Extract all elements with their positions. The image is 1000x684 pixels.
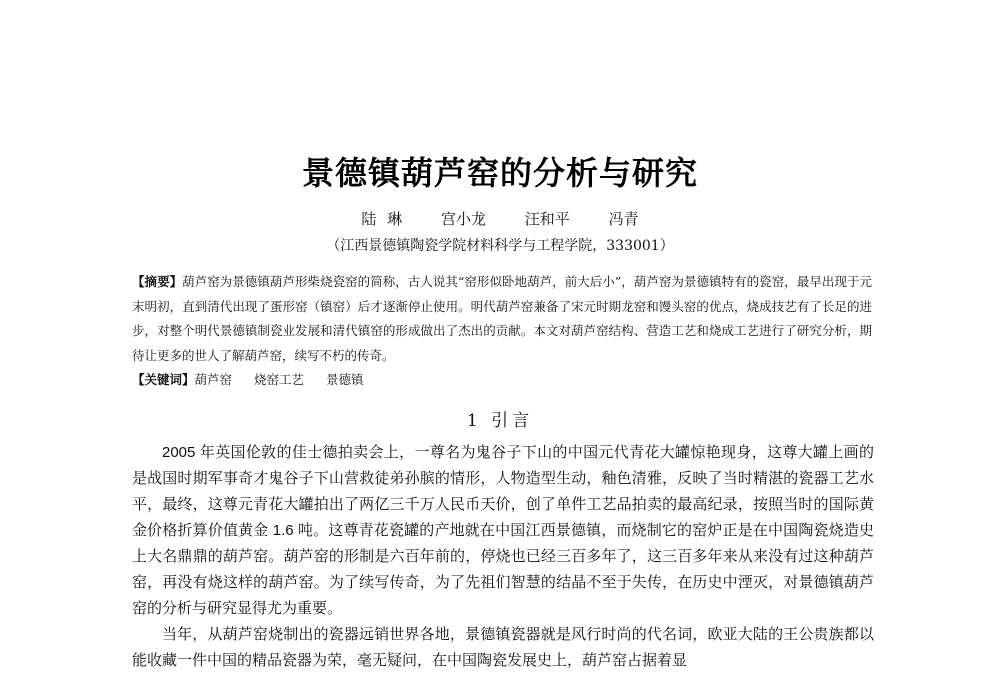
- author-name: 宫小龙: [440, 210, 486, 228]
- section-body: [132, 440, 874, 674]
- abstract-label: 【摘要】: [132, 274, 183, 289]
- abstract: [132, 270, 872, 368]
- keywords-label: 【关键词】: [132, 372, 195, 387]
- keyword: 烧窑工艺: [254, 372, 305, 387]
- keyword: 葫芦窑: [194, 372, 233, 387]
- author-name: 陆 琳: [361, 210, 403, 228]
- keyword: 景德镇: [326, 372, 364, 387]
- author-affiliation: （江西景德镇陶瓷学院材料科学与工程学院，333001）: [326, 238, 674, 254]
- body-paragraph: 当年，从葫芦窑烧制出的瓷器远销世界各地，景德镇瓷器就是风行时尚的代名词，欧亚大陆的王公贵族都以能收藏一件中国的精品瓷器为荣，毫无疑问，在中国陶瓷发展史上，葫芦窑占据着显: [132, 626, 874, 669]
- section-heading: 1 引言: [466, 411, 534, 431]
- keywords: [132, 368, 872, 392]
- author-list: [0, 208, 1000, 229]
- abstract-text: 葫芦窑为景德镇葫芦形柴烧瓷窑的简称，古人说其“窑形似卧地葫芦，前大后小”，葫芦窑为景德镇特有的瓷窑，最早出现于元末明初，直到清代出现了蛋形窑（镇窑）后才逐渐停止使用。明代葫芦窑兼备了宋元时期龙窑和馒头窑的优点，烧成技艺有了长足的进步，对整个明代景德镇制瓷业发展和清代镇窑的形成做出了杰出的贡献。本文对葫芦窑结构、营造工艺和烧成工艺进行了研究分析，期待让更多的世人了解葫芦窑，续写不朽的传奇。: [132, 274, 872, 363]
- author-name: 汪和平: [524, 210, 570, 228]
- author-name: 冯青: [608, 210, 639, 228]
- body-paragraph: 2005 年英国伦敦的佳士德拍卖会上，一尊名为鬼谷子下山的中国元代青花大罐惊艳现身，这尊大罐上画的是战国时期军事奇才鬼谷子下山营救徒弟孙膑的情形，人物造型生动，釉色清雅，反映了当时精湛的瓷器工艺水平，最终，这尊元青花大罐拍出了两亿三千万人民币天价，创了单件工艺品拍卖的最高纪录，按照当时的国际黄金价格折算价值黄金 1.6 吨。这尊青花瓷罐的产地就在中国江西景德镇，而烧制它的窑炉正是在中国陶瓷烧造史上大名鼎鼎的葫芦窑。葫芦窑的形制是六百年前的，停烧也已经三百多年了，这三百多年来从来没有过这种葫芦窑，再没有烧这样的葫芦窑。为了续写传奇，为了先祖们智慧的结晶不至于失传，在历史中湮灭，对景德镇葫芦窑的分析与研究显得尤为重要。: [132, 444, 874, 617]
- paper-title: 景德镇葫芦窑的分析与研究: [301, 154, 698, 192]
